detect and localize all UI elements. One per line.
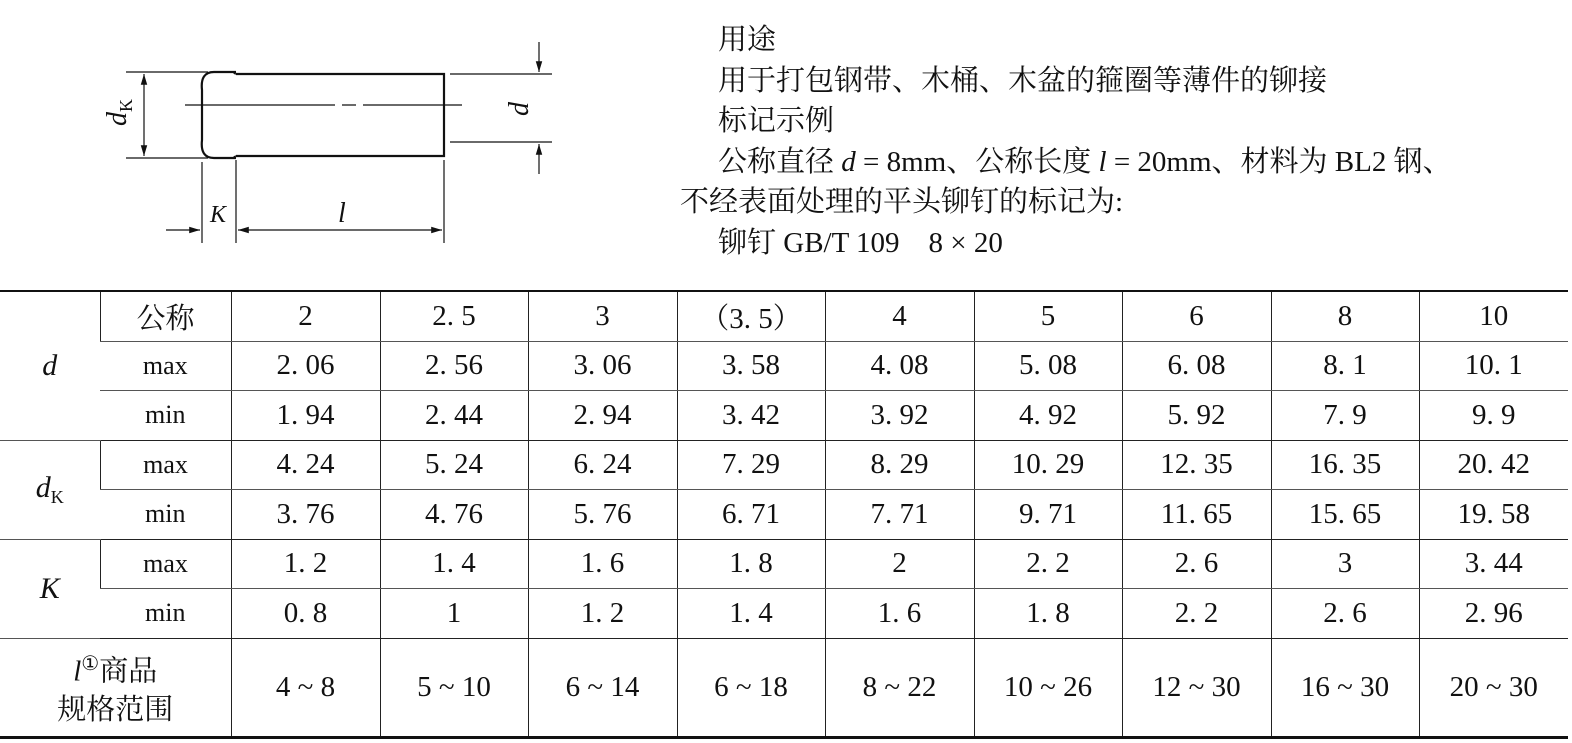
cell: 3. 44 [1419, 539, 1568, 589]
cell: 9. 71 [974, 490, 1122, 540]
cell: 12 ~ 30 [1122, 638, 1271, 737]
cell: 1. 8 [677, 539, 825, 589]
usage-text: 用于打包钢带、木桶、木盆的箍圈等薄件的铆接 [718, 64, 1328, 97]
cell: 4. 24 [231, 440, 380, 490]
cell: 10 [1419, 291, 1568, 341]
cell: 3. 06 [528, 341, 677, 391]
cell: 2. 2 [974, 539, 1122, 589]
cell: 1. 8 [974, 589, 1122, 639]
cell: 16 ~ 30 [1271, 638, 1419, 737]
sublabel-min: min [100, 391, 231, 441]
marking-example-line2: 不经表面处理的平头铆钉的标记为: [680, 186, 1124, 218]
cell: 2. 96 [1419, 589, 1568, 639]
cell: 1. 4 [380, 539, 528, 589]
cell: 1. 2 [231, 539, 380, 589]
cell: 8 ~ 22 [825, 638, 974, 737]
cell: 1. 2 [528, 589, 677, 639]
sublabel-max: max [100, 440, 231, 490]
cell: 6. 71 [677, 490, 825, 540]
cell: 2. 94 [528, 391, 677, 441]
cell: 5. 08 [974, 341, 1122, 391]
cell: 5. 92 [1122, 391, 1271, 441]
cell: 19. 58 [1419, 490, 1568, 540]
cell: 3 [1271, 539, 1419, 589]
dk-label: $d_K$ [102, 99, 136, 126]
cell: 2. 6 [1122, 539, 1271, 589]
cell: 1. 6 [825, 589, 974, 639]
sublabel-max: max [100, 341, 231, 391]
group-label-d: d [0, 291, 100, 440]
cell: 20 ~ 30 [1419, 638, 1568, 737]
cell: 4. 08 [825, 341, 974, 391]
cell: 5. 76 [528, 490, 677, 540]
cell: 15. 65 [1271, 490, 1419, 540]
cell: 2. 2 [1122, 589, 1271, 639]
group-label-dk: $d_K$ [0, 440, 100, 539]
cell: 6. 24 [528, 440, 677, 490]
row-d-max [0, 341, 1568, 391]
cell: 6 ~ 18 [677, 638, 825, 737]
cell: 2. 5 [380, 291, 528, 341]
rivet-drawing [102, 38, 570, 248]
cell: 1. 6 [528, 539, 677, 589]
cell: 10. 1 [1419, 341, 1568, 391]
cell: 2 [825, 539, 974, 589]
sublabel-min: min [100, 589, 231, 639]
cell: 8. 1 [1271, 341, 1419, 391]
cell: 4 ~ 8 [231, 638, 380, 737]
cell: 8 [1271, 291, 1419, 341]
cell: 7. 9 [1271, 391, 1419, 441]
rivet-head [202, 72, 236, 158]
row-l-range [0, 638, 1568, 737]
cell: 1. 94 [231, 391, 380, 441]
marking-example-code: 铆钉 GB/T 109 8 × 20 [718, 226, 1003, 259]
marking-heading: 标记示例 [718, 105, 835, 137]
cell: 8. 29 [825, 440, 974, 490]
cell: 12. 35 [1122, 440, 1271, 490]
cell: 2. 06 [231, 341, 380, 391]
cell: 4 [825, 291, 974, 341]
cell: 5. 24 [380, 440, 528, 490]
cell: 2. 56 [380, 341, 528, 391]
sublabel-nominal: 公称 [100, 291, 231, 341]
cell: 3. 58 [677, 341, 825, 391]
cell: 3. 76 [231, 490, 380, 540]
cell: 2. 6 [1271, 589, 1419, 639]
group-label-l: l①商品 规格范围 [0, 638, 231, 737]
usage-heading: 用途 [718, 24, 777, 56]
cell: 3. 42 [677, 391, 825, 441]
cell: 10 ~ 26 [974, 638, 1122, 737]
cell: 4. 76 [380, 490, 528, 540]
cell: 4. 92 [974, 391, 1122, 441]
cell: 3 [528, 291, 677, 341]
cell: 5 ~ 10 [380, 638, 528, 737]
row-k-min [0, 589, 1568, 639]
cell: 1. 4 [677, 589, 825, 639]
cell: 3. 92 [825, 391, 974, 441]
cell: 0. 8 [231, 589, 380, 639]
d-label: d [504, 102, 535, 116]
cell: 5 [974, 291, 1122, 341]
cell: 6 ~ 14 [528, 638, 677, 737]
row-d-nominal [0, 291, 1568, 341]
row-k-max [0, 539, 1568, 589]
cell: 2. 44 [380, 391, 528, 441]
cell: 9. 9 [1419, 391, 1568, 441]
head-neck [234, 72, 236, 158]
sublabel-max: max [100, 539, 231, 589]
cell: 1 [380, 589, 528, 639]
rivet-shank [236, 74, 444, 156]
k-label: K [210, 202, 227, 228]
cell: 20. 42 [1419, 440, 1568, 490]
cell: 16. 35 [1271, 440, 1419, 490]
sublabel-min: min [100, 490, 231, 540]
description [680, 20, 1560, 263]
cell: （3. 5） [677, 291, 825, 341]
row-dk-max [0, 440, 1568, 490]
cell: 6. 08 [1122, 341, 1271, 391]
cell: 7. 29 [677, 440, 825, 490]
cell: 10. 29 [974, 440, 1122, 490]
cell: 11. 65 [1122, 490, 1271, 540]
cell: 7. 71 [825, 490, 974, 540]
group-label-k: K [0, 539, 100, 638]
row-d-min [0, 391, 1568, 441]
row-dk-min [0, 490, 1568, 540]
cell: 2 [231, 291, 380, 341]
spec-table [0, 290, 1568, 739]
l-label: l [338, 198, 346, 229]
marking-example-line1: 公称直径 d = 8mm、公称长度 l = 20mm、材料为 BL2 钢、 [718, 145, 1452, 178]
cell: 6 [1122, 291, 1271, 341]
